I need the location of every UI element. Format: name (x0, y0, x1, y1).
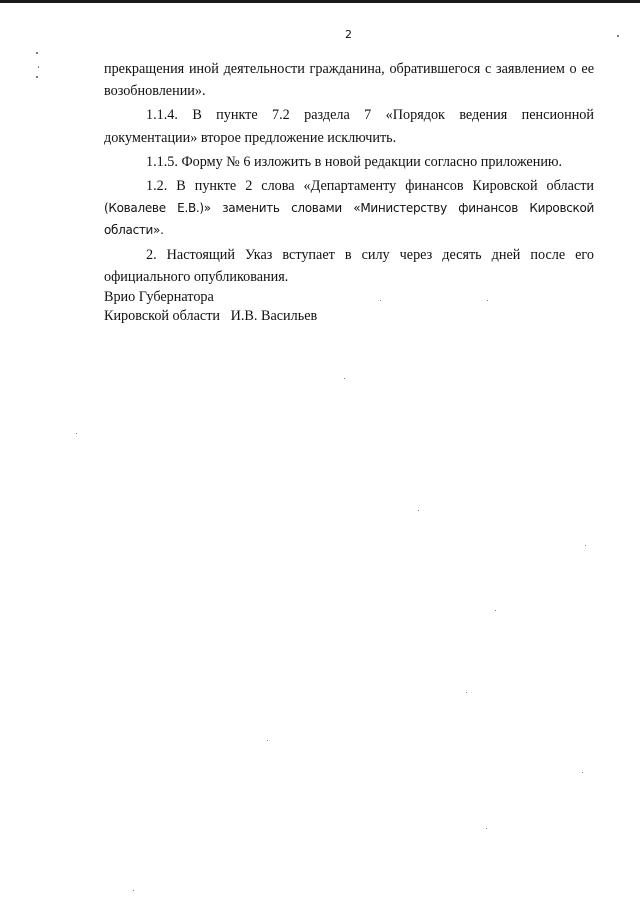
scan-speck (76, 433, 77, 434)
paragraph-continuation: прекращения иной деятельности гражданина, обратившегося с заявлением о ее возобновлении». (104, 61, 594, 100)
document-body (104, 58, 594, 290)
scan-speck (267, 740, 268, 741)
scan-speck (487, 300, 488, 301)
top-border-line (0, 0, 640, 3)
scan-speck (36, 76, 38, 78)
signature-title-line1: Врио Губернатора (104, 289, 214, 305)
scan-speck (495, 610, 496, 611)
scan-speck (466, 692, 467, 693)
paragraph-1-1-5: 1.1.5. Форму № 6 изложить в новой редакции согласно приложению. (146, 153, 563, 170)
scan-speck (617, 35, 619, 37)
signature-region: Кировской области (104, 308, 220, 324)
scan-speck (418, 510, 419, 511)
scan-speck (380, 300, 381, 301)
scan-speck (486, 828, 487, 829)
paragraph-1-2 (104, 175, 594, 242)
scan-speck (36, 52, 38, 54)
scan-speck (582, 772, 583, 773)
paragraph-1-2-handwritten: (Ковалеве Е.В.)» заменить словами «Министерству финансов Кировской области». (104, 201, 594, 238)
page-number: 2 (345, 28, 352, 41)
scan-speck (344, 378, 345, 379)
scan-speck (38, 66, 39, 68)
scan-speck (133, 890, 134, 891)
signature-title-line2 (104, 307, 317, 326)
signature-block (104, 288, 317, 326)
scan-speck (585, 545, 586, 546)
signature-name: И.В. Васильев (230, 308, 318, 324)
paragraph-2: 2. Настоящий Указ вступает в силу через десять дней после его официального опубликования. (104, 246, 594, 285)
paragraph-1-1-4: 1.1.4. В пункте 7.2 раздела 7 «Порядок ведения пенсионной документации» второе предложение исключить. (104, 107, 594, 146)
paragraph-1-2-typed: 1.2. В пункте 2 слова «Департаменту финансов Кировской области (146, 178, 594, 195)
